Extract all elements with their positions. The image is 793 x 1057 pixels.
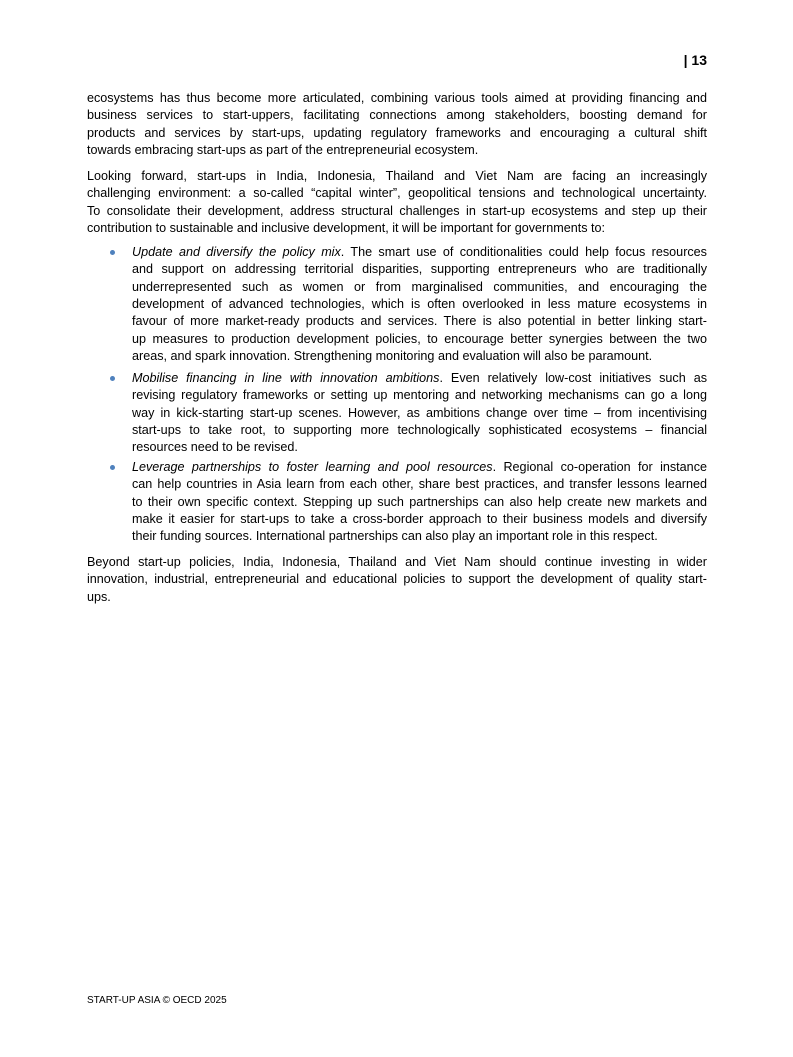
bullet-item [132,370,707,457]
bullet-line: to their own specific context. Stepping up such partnerships can also help create new markets and [132,494,707,509]
paragraph-line: ups. [87,589,111,604]
bullet-line: and support on addressing territorial disparities, supporting entrepreneurs who are traditionally [132,262,707,277]
bullet-text: . Even relatively low-cost initiatives such as [439,371,707,385]
bullet-line: resources need to be revised. [132,440,298,455]
bullet-line [132,244,707,261]
bullet-lead: Update and diversify the policy mix [132,245,341,259]
bullet-line: up measures to production development policies, to encourage better synergies between the two [132,331,707,346]
bullet-line: areas, and spark innovation. Strengthening monitoring and evaluation will also be paramount. [132,349,653,364]
paragraph-line: To consolidate their development, address structural challenges in start-up ecosystems and step up their [87,203,707,218]
paragraph-line: ecosystems has thus become more articulated, combining various tools aimed at providing financing and [87,91,707,105]
bullet-line: favour of more market-ready products and services. There is also potential in better linking start- [132,314,707,329]
bullet-lead: Mobilise financing in line with innovation ambitions [132,371,440,385]
paragraph [87,90,707,159]
bullet-line: underrepresented such as women or from marginalised communities, and encouraging the [132,279,707,294]
paragraph [87,168,707,237]
paragraph-line: Looking forward, start-ups in India, Indonesia, Thailand and Viet Nam are facing an increasingly [87,169,707,183]
paragraph-line: business services to start-uppers, facilitating connections among stakeholders, boosting demand for [87,108,707,123]
bullet-text: . Regional co-operation for instance [492,460,707,474]
footer: START-UP ASIA © OECD 2025 [87,995,227,1006]
paragraph-line: towards embracing start-ups as part of the entrepreneurial ecosystem. [87,143,479,158]
paragraph-line: Beyond start-up policies, India, Indonesia, Thailand and Viet Nam should continue investing in wider [87,555,707,569]
bullet-icon [110,465,115,470]
paragraph-line: challenging environment: a so-called “capital winter”, geopolitical tensions and technological uncertainty. [87,186,707,201]
paragraph-line: products and services by start-ups, updating regulatory frameworks and encouraging a cultural shift [87,125,707,140]
paragraph-line: innovation, industrial, entrepreneurial and educational policies to support the development of quality start- [87,572,707,587]
bullet-line: their funding sources. International partnerships can also play an important role in this respect. [132,529,658,544]
bullet-line [132,370,707,387]
bullet-icon [110,250,115,255]
bullet-item [132,459,707,546]
bullet-line: development of advanced technologies, which is often overlooked in less mature ecosystems in [132,297,707,312]
bullet-line: can help countries in Asia learn from each other, share best practices, and transfer lessons learned [132,477,707,492]
bullet-text: . The smart use of conditionalities could help focus resources [340,245,707,259]
bullet-item [132,244,707,365]
bullet-icon [110,376,115,381]
bullet-line: way in kick-starting start-up scenes. However, as ambitions change over time – from incentivising [132,405,707,420]
bullet-line: start-ups to take root, to supporting more technologically sophisticated ecosystems – financial [132,423,707,438]
bullet-lead: Leverage partnerships to foster learning and pool resources [132,460,493,474]
paragraph [87,554,707,606]
bullet-line: make it easier for start-ups to take a cross-border approach to their business models and diversify [132,512,707,527]
page-number: | 13 [683,52,707,68]
bullet-line [132,459,707,476]
bullet-line: revising regulatory frameworks or setting up mentoring and networking mechanisms can go a long [132,388,707,403]
paragraph-line: contribution to sustainable and inclusive development, it will be important for governments to: [87,221,606,236]
